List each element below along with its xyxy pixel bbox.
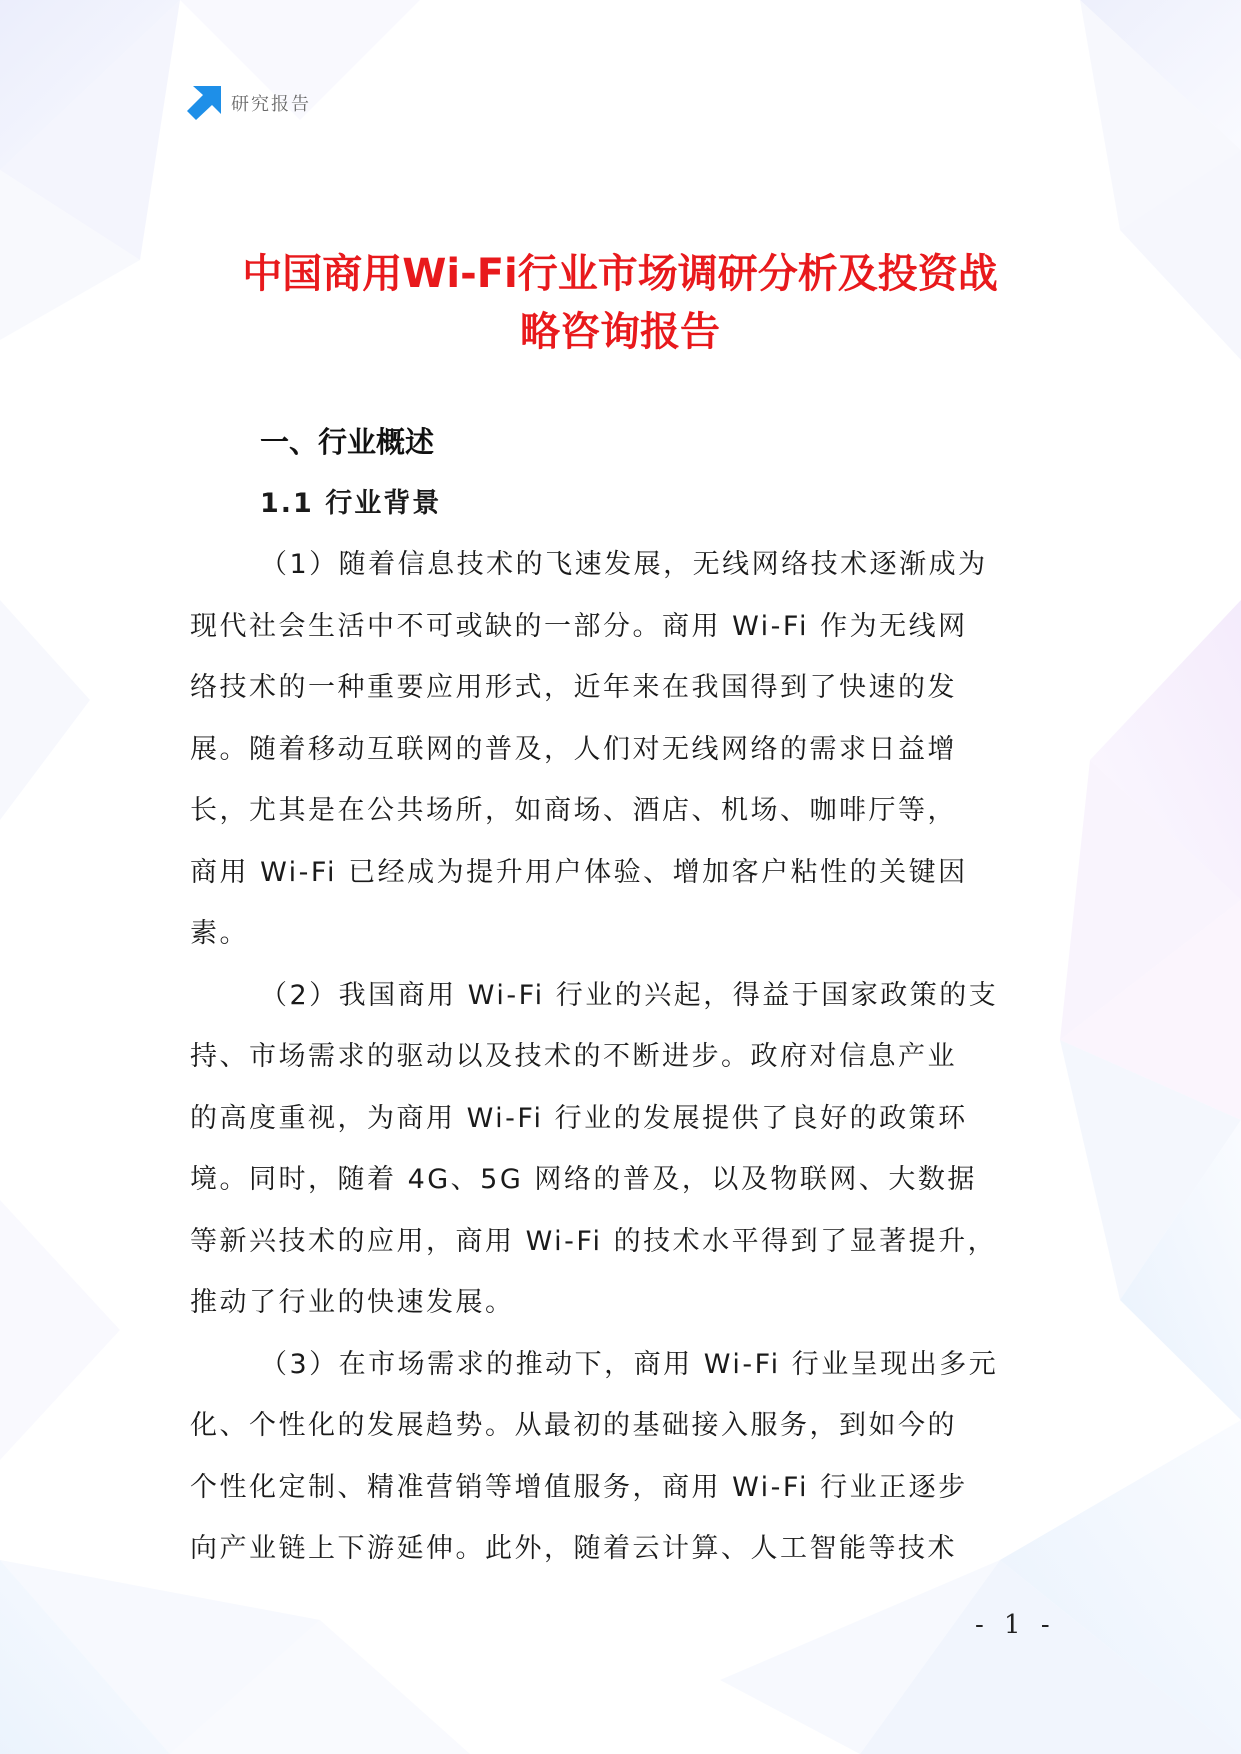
paragraph-2 <box>190 965 1060 1334</box>
paragraph-line: （3）在市场需求的推动下，商用 Wi-Fi 行业呈现出多元 <box>260 1348 999 1380</box>
title-line: 略咨询报告 <box>520 308 720 355</box>
header-label: 研究报告 <box>231 94 311 115</box>
report-header <box>187 86 311 120</box>
page-number: - 1 - <box>975 1610 1056 1640</box>
paragraph-line: 商用 Wi-Fi 已经成为提升用户体验、增加客户粘性的关键因 <box>190 856 968 888</box>
paragraph-line: 等新兴技术的应用，商用 Wi-Fi 的技术水平得到了显著提升， <box>190 1225 998 1257</box>
paragraph-line: 推动了行业的快速发展。 <box>190 1287 515 1318</box>
paragraph-line: （1）随着信息技术的飞速发展，无线网络技术逐渐成为 <box>260 549 988 580</box>
subsection-heading: 1.1 行业背景 <box>260 488 442 519</box>
report-body <box>190 412 1060 1580</box>
arrow-up-right-icon <box>187 86 221 120</box>
title-line: 中国商用Wi-Fi行业市场调研分析及投资战 <box>242 250 998 297</box>
paragraph-line: 持、市场需求的驱动以及技术的不断进步。政府对信息产业 <box>190 1041 957 1072</box>
paragraph-line: 向产业链上下游延伸。此外，随着云计算、人工智能等技术 <box>190 1533 957 1564</box>
paragraph-line: 境。同时，随着 4G、5G 网络的普及，以及物联网、大数据 <box>190 1164 977 1195</box>
report-title <box>150 245 1090 361</box>
paragraph-line: 素。 <box>190 918 249 949</box>
paragraph-line: 现代社会生活中不可或缺的一部分。商用 Wi-Fi 作为无线网 <box>190 610 968 642</box>
paragraph-3 <box>190 1334 1060 1580</box>
paragraph-line: 长，尤其是在公共场所，如商场、酒店、机场、咖啡厅等， <box>190 795 957 826</box>
paragraph-1 <box>190 534 1060 965</box>
paragraph-line: 展。随着移动互联网的普及，人们对无线网络的需求日益增 <box>190 733 957 765</box>
section-heading: 一、行业概述 <box>260 425 435 459</box>
paragraph-line: 的高度重视，为商用 Wi-Fi 行业的发展提供了良好的政策环 <box>190 1102 968 1134</box>
paragraph-line: （2）我国商用 Wi-Fi 行业的兴起，得益于国家政策的支 <box>260 979 999 1011</box>
paragraph-line: 络技术的一种重要应用形式，近年来在我国得到了快速的发 <box>190 672 957 703</box>
paragraph-line: 个性化定制、精准营销等增值服务，商用 Wi-Fi 行业正逐步 <box>190 1471 968 1503</box>
paragraph-line: 化、个性化的发展趋势。从最初的基础接入服务，到如今的 <box>190 1410 957 1441</box>
